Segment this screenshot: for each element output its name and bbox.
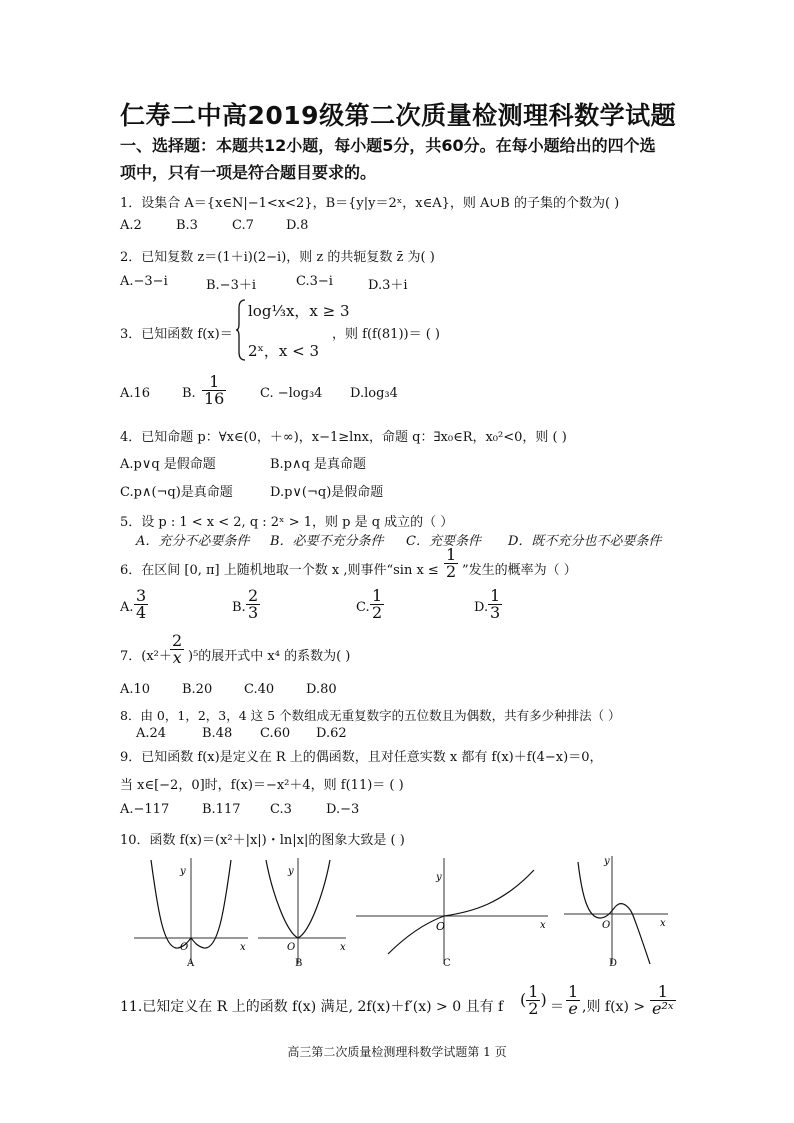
- q7-stem-fraction: [170, 633, 184, 666]
- q10-graph-d: [560, 852, 672, 970]
- q6-option-a-num: 3: [136, 586, 147, 605]
- q6-stem-num: 1: [446, 545, 457, 564]
- q10-graph-c: [352, 852, 552, 970]
- origin-label: O: [180, 942, 189, 953]
- page-footer: 高三第二次质量检测理科数学试题第 1 页: [287, 1045, 507, 1059]
- q3-option-b-label: B.: [182, 386, 196, 401]
- q7-stem-num: 2: [172, 631, 183, 650]
- q5-stem: 5．设 p : 1 < x < 2, q : 2ˣ > 1，则 p 是 q 成立的（ ）: [120, 515, 454, 530]
- q6-option-a-fraction: [134, 588, 148, 621]
- q9-option-b: B.117: [202, 802, 241, 817]
- axis-y-label: y: [288, 866, 294, 877]
- q4-stem: 4．已知命题 p：∀x∈(0，＋∞)，x−1≥lnx，命题 q：∃x₀∈R，x₀²<0，则 ( ): [120, 430, 567, 445]
- q1-stem: 1．设集合 A＝{x∈N|−1<x<2}，B＝{y|y＝2ˣ，x∈A}，则 A∪B 的子集的个数为( ): [120, 196, 620, 211]
- q11-stem-c: ,则 f(x) >: [582, 999, 646, 1015]
- q3-option-b-den: 16: [204, 389, 225, 408]
- q9-stem-line2: 当 x∈[−2，0]时，f(x)＝−x²＋4，则 f(11)＝ ( ): [120, 778, 404, 793]
- q10-graph-a-caption: A: [187, 958, 195, 969]
- q6-option-a-label: A.: [120, 600, 134, 615]
- q10-stem: 10．函数 f(x)＝(x²＋|x|)・ln|x|的图象大致是 ( ): [120, 833, 405, 848]
- q11-end-den: e²ˣ: [652, 999, 674, 1018]
- q1-option-d: D.8: [286, 218, 309, 233]
- curve: [578, 862, 650, 964]
- q6-option-b-label: B.: [232, 600, 246, 615]
- q7-option-b: B.20: [182, 682, 213, 697]
- q2-stem: 2．已知复数 z＝(1＋i)(2−i)，则 z 的共轭复数 z̄ 为( ): [120, 250, 435, 265]
- q8-option-a: A.24: [136, 726, 167, 741]
- q10-graph-b: [252, 852, 352, 970]
- q8-option-c: C.60: [260, 726, 291, 741]
- q6-option-c-num: 1: [372, 586, 383, 605]
- q6-option-b-den: 3: [248, 603, 259, 622]
- q6-option-d-den: 3: [490, 603, 501, 622]
- curve: [388, 870, 534, 954]
- q8-stem: 8．由 0，1，2，3，4 这 5 个数组成无重复数字的五位数且为偶数，共有多少种排法（ ）: [120, 708, 621, 723]
- q2-option-b: B.−3＋i: [206, 278, 257, 293]
- q6-option-a-den: 4: [136, 603, 147, 622]
- axis-x-label: x: [240, 942, 246, 953]
- q9-option-a: A.−117: [120, 802, 170, 817]
- q9-option-d: D.−3: [326, 802, 360, 817]
- q11-arg-den: 2: [528, 999, 539, 1018]
- q9-stem-line1: 9．已知函数 f(x)是定义在 R 上的偶函数，且对任意实数 x 都有 f(x)＋f(4−x)＝0，: [120, 750, 603, 765]
- q10-graph-c-caption: C: [443, 958, 451, 969]
- section-heading-line2: 项中，只有一项是符合题目要求的。: [120, 163, 377, 182]
- q5-option-c: C．充要条件: [406, 534, 481, 549]
- section-heading-line1: 一、选择题：本题共12小题，每小题5分，共60分。在每小题给出的四个选: [120, 136, 656, 155]
- q7-option-a: A.10: [120, 682, 151, 697]
- axis-x-label: x: [340, 942, 346, 953]
- q11-end-num: 1: [650, 984, 676, 1001]
- q2-option-d: D.3＋i: [368, 278, 408, 293]
- q3-suffix: ，则 f(f(81))＝ ( ): [332, 327, 440, 342]
- q10-graph-b-caption: B: [295, 958, 303, 969]
- q3-brace: [235, 298, 247, 362]
- q8-option-b: B.48: [202, 726, 233, 741]
- q3-case1: log⅓x，x ≥ 3: [248, 302, 350, 320]
- q3-option-a: A.16: [120, 386, 151, 401]
- q3-option-d: D.log₃4: [350, 386, 398, 401]
- q4-option-d: D.p∨(¬q)是假命题: [270, 485, 384, 500]
- q6-stem-den: 2: [446, 562, 457, 581]
- q3-case2: 2ˣ，x < 3: [248, 342, 320, 360]
- q6-option-d-fraction: [488, 588, 502, 621]
- q3-option-b-fraction: [202, 374, 226, 407]
- q11-rhs-den: e: [568, 999, 578, 1018]
- q11-stem-b: ＝: [550, 999, 564, 1015]
- axis-y-label: y: [436, 872, 442, 883]
- q5-option-b: B．必要不充分条件: [270, 534, 384, 549]
- q6-option-c-fraction: [370, 588, 384, 621]
- q10-graph-d-caption: D: [609, 958, 618, 969]
- q8-option-d: D.62: [316, 726, 347, 741]
- q6-stem-a: 6．在区间 [0, π] 上随机地取一个数 x ,则事件“sin x ≤: [120, 563, 439, 578]
- axis-x-label: x: [660, 918, 666, 929]
- q4-option-c: C.p∧(¬q)是真命题: [120, 485, 233, 500]
- q11-rhs-fraction: [566, 984, 580, 1017]
- origin-label: O: [287, 942, 296, 953]
- q2-option-c: C.3−i: [296, 274, 333, 289]
- axis-y-label: y: [180, 866, 186, 877]
- axis-x-label: x: [540, 920, 546, 931]
- q6-option-c-label: C.: [356, 600, 370, 615]
- q6-stem-b: ”发生的概率为（ ）: [462, 563, 577, 578]
- q3-prefix: 3．已知函数 f(x)＝: [120, 327, 233, 342]
- q7-stem-a: 7．(x²＋: [120, 649, 172, 664]
- q3-option-c: C. −log₃4: [260, 386, 323, 401]
- q11-arg-fraction: ( $\frac{1}{2}$ ): [520, 982, 547, 1018]
- axis-y-label: y: [604, 856, 610, 867]
- q6-option-b-fraction: [246, 588, 260, 621]
- q7-stem-den: x: [172, 648, 182, 667]
- q4-option-b: B.p∧q 是真命题: [270, 457, 366, 472]
- q5-option-d: D．既不充分也不必要条件: [508, 534, 662, 549]
- q11-rhs-num: 1: [568, 982, 579, 1001]
- q10-graph-a: [126, 852, 256, 970]
- q9-option-c: C.3: [270, 802, 292, 817]
- q11-end-fraction: [650, 984, 676, 1017]
- q6-option-d-label: D.: [474, 600, 489, 615]
- q1-option-c: C.7: [232, 218, 254, 233]
- q6-option-c-den: 2: [372, 603, 383, 622]
- origin-label: O: [602, 920, 611, 931]
- q6-option-b-num: 2: [248, 586, 259, 605]
- q6-option-d-num: 1: [490, 586, 501, 605]
- q11-arg-num: 1: [528, 982, 539, 1001]
- q1-option-a: A.2: [120, 218, 142, 233]
- q7-stem-b: )⁵的展开式中 x⁴ 的系数为( ): [188, 649, 351, 664]
- q6-stem-fraction: [444, 547, 458, 580]
- q4-option-a: A.p∨q 是假命题: [120, 457, 216, 472]
- q5-option-a: A．充分不必要条件: [136, 534, 250, 549]
- q7-option-c: C.40: [244, 682, 275, 697]
- origin-label: O: [436, 920, 446, 933]
- q11-stem-a: 11.已知定义在 R 上的函数 f(x) 满足, 2f(x)＋f′(x) > 0 且有 f: [120, 999, 504, 1015]
- q3-option-b-num: 1: [202, 374, 226, 391]
- q7-option-d: D.80: [306, 682, 337, 697]
- q2-option-a: A.−3−i: [120, 274, 168, 289]
- page-title: 仁寿二中高2019级第二次质量检测理科数学试题: [120, 101, 677, 130]
- q1-option-b: B.3: [176, 218, 198, 233]
